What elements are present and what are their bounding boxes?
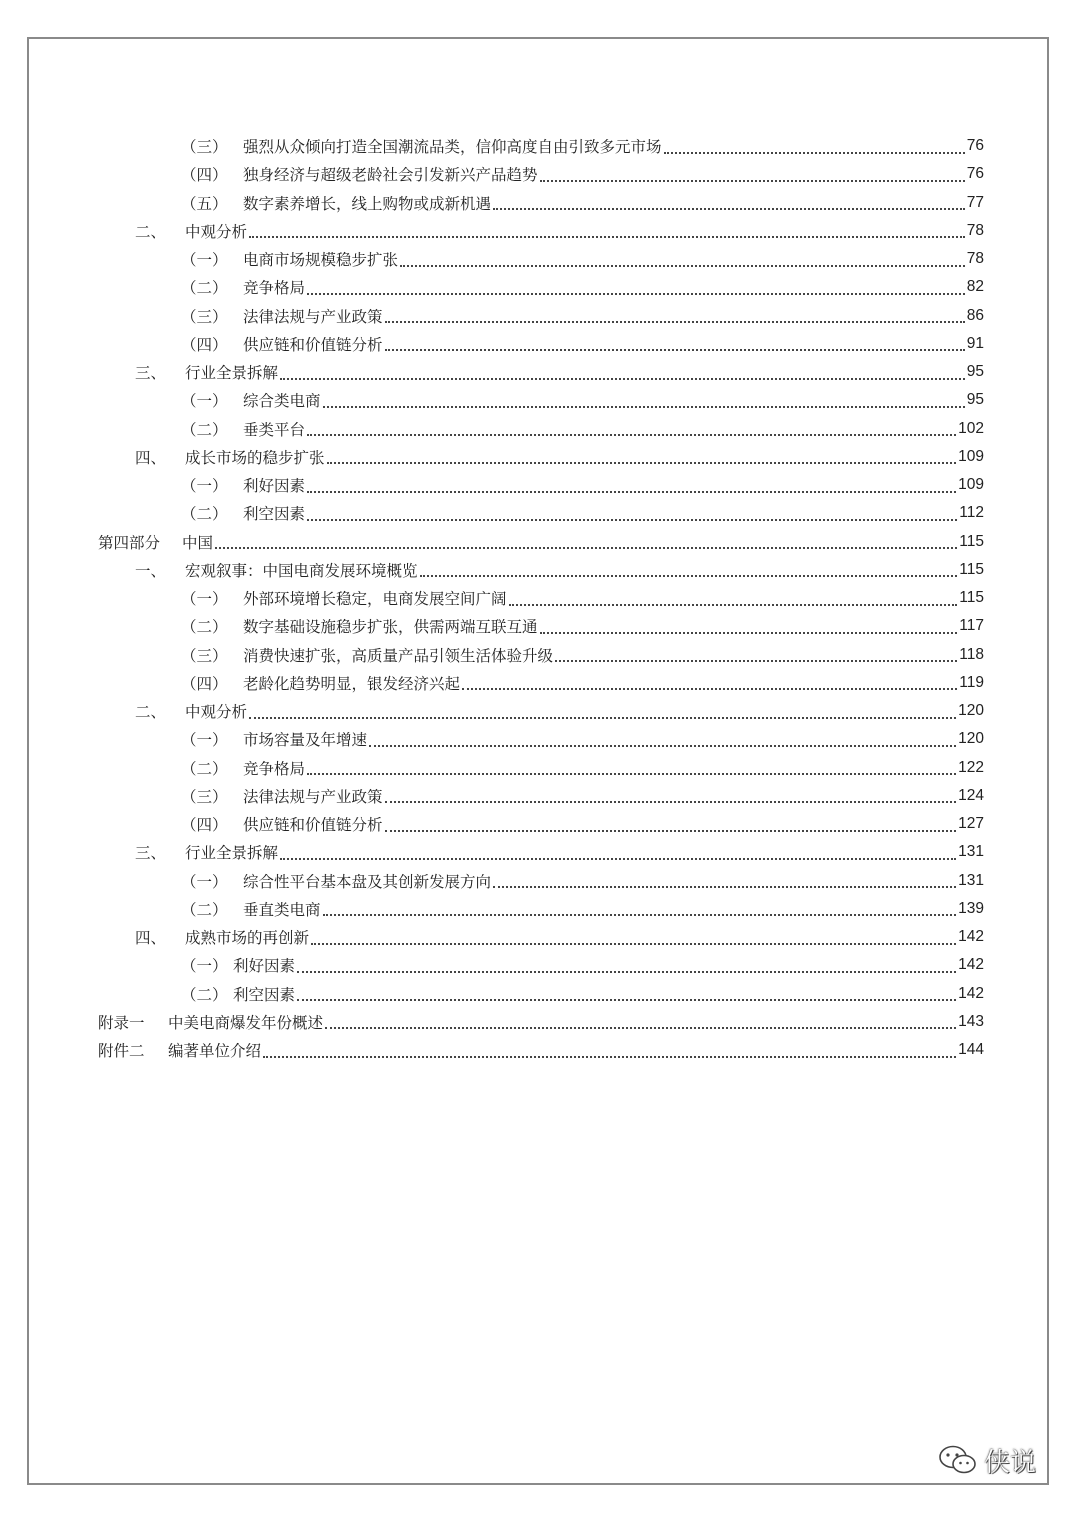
toc-entry-title: 法律法规与产业政策 (243, 307, 383, 326)
toc-entry-page: 119 (959, 673, 984, 691)
toc-entry[interactable] (98, 273, 984, 301)
toc-entry[interactable] (98, 782, 984, 810)
toc-entry-number: （四） (181, 674, 228, 693)
toc-entry-number: 二、 (135, 222, 167, 241)
toc-entry-title: 中观分析 (185, 222, 248, 241)
toc-dot-leader (249, 716, 956, 719)
toc-entry-page: 124 (958, 786, 984, 804)
toc-entry-page: 143 (958, 1012, 984, 1030)
toc-dot-leader (385, 320, 965, 323)
toc-entry-number: 三、 (135, 364, 167, 383)
toc-entry-page: 115 (959, 589, 984, 607)
toc-entry-number: （二） (181, 420, 228, 439)
toc-entry[interactable] (98, 245, 984, 273)
toc-entry-page: 131 (958, 871, 984, 889)
toc-entry-number: （二） (181, 759, 228, 778)
toc-entry-title: 成熟市场的再创新 (185, 929, 310, 948)
toc-entry-number: （二） (181, 985, 228, 1004)
toc-entry-page: 139 (958, 899, 984, 917)
toc-entry[interactable] (98, 132, 984, 160)
toc-entry-page: 78 (966, 250, 984, 268)
toc-entry-page: 95 (966, 391, 984, 409)
toc-dot-leader (311, 942, 956, 945)
toc-entry-title: 利好因素 (233, 957, 296, 976)
toc-entry-title: 编著单位介绍 (168, 1042, 262, 1061)
toc-entry[interactable] (98, 189, 984, 217)
toc-entry-number: （一） (181, 872, 228, 891)
toc-entry-number: （一） (181, 251, 228, 270)
toc-entry-number: （一） (181, 477, 228, 496)
toc-entry[interactable] (98, 838, 984, 866)
toc-entry-title: 竞争格局 (243, 279, 306, 298)
toc-dot-leader (323, 913, 957, 916)
watermark (938, 1440, 1036, 1480)
toc-entry[interactable] (98, 612, 984, 640)
toc-entry-page: 142 (958, 928, 984, 946)
toc-entry-number: （二） (181, 618, 228, 637)
toc-entry-title: 法律法规与产业政策 (243, 787, 383, 806)
toc-entry-title: 行业全景拆解 (185, 364, 279, 383)
toc-entry-title: 利空因素 (243, 505, 306, 524)
toc-dot-leader (385, 348, 965, 351)
toc-entry-number: （三） (181, 138, 228, 157)
toc-dot-leader (307, 772, 956, 775)
toc-dot-leader (493, 885, 956, 888)
toc-dot-leader (297, 998, 956, 1001)
toc-dot-leader (385, 800, 957, 803)
toc-dot-leader (509, 603, 958, 606)
toc-dot-leader (325, 1026, 956, 1029)
toc-entry[interactable] (98, 330, 984, 358)
toc-dot-leader (249, 235, 965, 238)
toc-entry[interactable] (98, 980, 984, 1008)
toc-entry-number: （三） (181, 307, 228, 326)
toc-entry-page: 76 (966, 137, 984, 155)
toc-entry[interactable] (98, 217, 984, 245)
wechat-icon (938, 1444, 978, 1476)
toc-dot-leader (385, 829, 957, 832)
toc-entry[interactable] (98, 386, 984, 414)
toc-entry[interactable] (98, 951, 984, 979)
toc-entry-page: 131 (958, 843, 984, 861)
toc-entry-page: 91 (966, 334, 984, 352)
toc-entry-page: 78 (966, 221, 984, 239)
toc-entry[interactable] (98, 358, 984, 386)
toc-entry-page: 86 (966, 306, 984, 324)
toc-entry[interactable] (98, 584, 984, 612)
toc-entry-page: 82 (966, 278, 984, 296)
toc-entry[interactable] (98, 415, 984, 443)
toc-entry[interactable] (98, 556, 984, 584)
toc-entry-page: 109 (958, 476, 984, 494)
toc-dot-leader (323, 405, 965, 408)
toc-entry-number: （一） (181, 590, 228, 609)
toc-entry-title: 供应链和价值链分析 (243, 816, 383, 835)
watermark-text: 侠说 (984, 1447, 1037, 1478)
toc-entry-page: 76 (966, 165, 984, 183)
toc-dot-leader (664, 151, 965, 154)
toc-entry-title: 数字素养增长，线上购物或成新机遇 (243, 194, 492, 213)
toc-entry-page: 122 (958, 758, 984, 776)
toc-entry-title: 利空因素 (233, 985, 296, 1004)
toc-entry-number: 四、 (135, 448, 167, 467)
toc-entry[interactable] (98, 641, 984, 669)
toc-entry-number: （一） (181, 957, 228, 976)
toc-entry-number: （一） (181, 731, 228, 750)
toc-entry[interactable] (98, 923, 984, 951)
toc-entry[interactable] (98, 754, 984, 782)
toc-entry-number: 三、 (135, 844, 167, 863)
toc-dot-leader (263, 1055, 956, 1058)
toc-entry-title: 强烈从众倾向打造全国潮流品类，信仰高度自由引致多元市场 (243, 138, 662, 157)
toc-entry-number: （一） (181, 392, 228, 411)
toc-entry-page: 142 (958, 956, 984, 974)
toc-entry[interactable] (98, 895, 984, 923)
toc-entry-title: 综合性平台基本盘及其创新发展方向 (243, 872, 492, 891)
toc-dot-leader (493, 207, 965, 210)
toc-entry-page: 77 (966, 193, 984, 211)
toc-entry-page: 115 (959, 532, 984, 550)
toc-entry-title: 竞争格局 (243, 759, 306, 778)
toc-entry-number: （三） (181, 646, 228, 665)
toc-entry-title: 利好因素 (243, 477, 306, 496)
toc-entry[interactable] (98, 669, 984, 697)
toc-dot-leader (307, 433, 956, 436)
toc-dot-leader (540, 179, 965, 182)
toc-entry-title: 市场容量及年增速 (243, 731, 368, 750)
toc-entry[interactable] (98, 810, 984, 838)
toc-entry-number: 附录一 (98, 1013, 145, 1032)
toc-entry-page: 120 (958, 730, 984, 748)
toc-dot-leader (280, 377, 965, 380)
toc-entry-page: 117 (959, 617, 984, 635)
toc-dot-leader (215, 546, 957, 549)
toc-entry-number: 二、 (135, 703, 167, 722)
toc-entry-page: 127 (958, 815, 984, 833)
toc-dot-leader (400, 264, 965, 267)
toc-entry-page: 115 (959, 560, 984, 578)
toc-dot-leader (307, 292, 965, 295)
toc-entry-title: 老龄化趋势明显，银发经济兴起 (243, 674, 461, 693)
toc-entry-page: 112 (959, 504, 984, 522)
toc-entry-page: 109 (958, 447, 984, 465)
toc-entry-number: （五） (181, 194, 228, 213)
toc-entry-number: 一、 (135, 561, 167, 580)
toc-dot-leader (307, 518, 957, 521)
toc-entry-title: 外部环境增长稳定，电商发展空间广阔 (243, 590, 507, 609)
toc-dot-leader (540, 631, 958, 634)
toc-entry-number: 四、 (135, 929, 167, 948)
toc-entry-title: 垂直类电商 (243, 900, 321, 919)
toc-entry-title: 消费快速扩张，高质量产品引领生活体验升级 (243, 646, 554, 665)
toc-entry-number: （二） (181, 279, 228, 298)
toc-entry-title: 中美电商爆发年份概述 (168, 1013, 324, 1032)
toc-entry-title: 独身经济与超级老龄社会引发新兴产品趋势 (243, 166, 538, 185)
toc-entry-page: 118 (959, 645, 984, 663)
toc-entry-number: （二） (181, 505, 228, 524)
toc-entry-title: 电商市场规模稳步扩张 (243, 251, 399, 270)
toc-entry-number: 附件二 (98, 1042, 145, 1061)
toc-entry[interactable] (98, 160, 984, 188)
toc-dot-leader (555, 659, 957, 662)
toc-entry-page: 142 (958, 984, 984, 1002)
toc-dot-leader (307, 490, 956, 493)
toc-entry[interactable] (98, 1036, 984, 1064)
toc-entry-number: 第四部分 (98, 533, 161, 552)
table-of-contents (98, 132, 984, 1064)
toc-entry[interactable] (98, 499, 984, 527)
toc-entry[interactable] (98, 697, 984, 725)
toc-dot-leader (462, 687, 957, 690)
toc-entry-title: 数字基础设施稳步扩张，供需两端互联互通 (243, 618, 538, 637)
toc-entry[interactable] (98, 528, 984, 556)
toc-entry[interactable] (98, 725, 984, 753)
toc-dot-leader (420, 574, 958, 577)
toc-entry-title: 供应链和价值链分析 (243, 335, 383, 354)
toc-entry[interactable] (98, 1008, 984, 1036)
toc-entry-title: 宏观叙事：中国电商发展环境概览 (185, 561, 418, 580)
toc-entry-title: 行业全景拆解 (185, 844, 279, 863)
toc-entry-title: 成长市场的稳步扩张 (185, 448, 325, 467)
toc-entry[interactable] (98, 443, 984, 471)
toc-entry-page: 102 (958, 419, 984, 437)
toc-entry-title: 中观分析 (185, 703, 248, 722)
toc-entry-number: （二） (181, 900, 228, 919)
toc-entry-title: 综合类电商 (243, 392, 321, 411)
toc-entry-title: 中国 (182, 533, 214, 552)
toc-entry-title: 垂类平台 (243, 420, 306, 439)
toc-entry[interactable] (98, 471, 984, 499)
toc-dot-leader (280, 857, 956, 860)
toc-dot-leader (369, 744, 956, 747)
toc-dot-leader (327, 461, 957, 464)
toc-entry-number: （四） (181, 166, 228, 185)
toc-dot-leader (297, 970, 956, 973)
toc-entry-page: 144 (958, 1041, 984, 1059)
toc-entry-number: （四） (181, 816, 228, 835)
toc-entry[interactable] (98, 302, 984, 330)
toc-entry-page: 95 (966, 363, 984, 381)
toc-entry-number: （四） (181, 335, 228, 354)
toc-entry-number: （三） (181, 787, 228, 806)
toc-entry[interactable] (98, 867, 984, 895)
toc-entry-page: 120 (958, 702, 984, 720)
